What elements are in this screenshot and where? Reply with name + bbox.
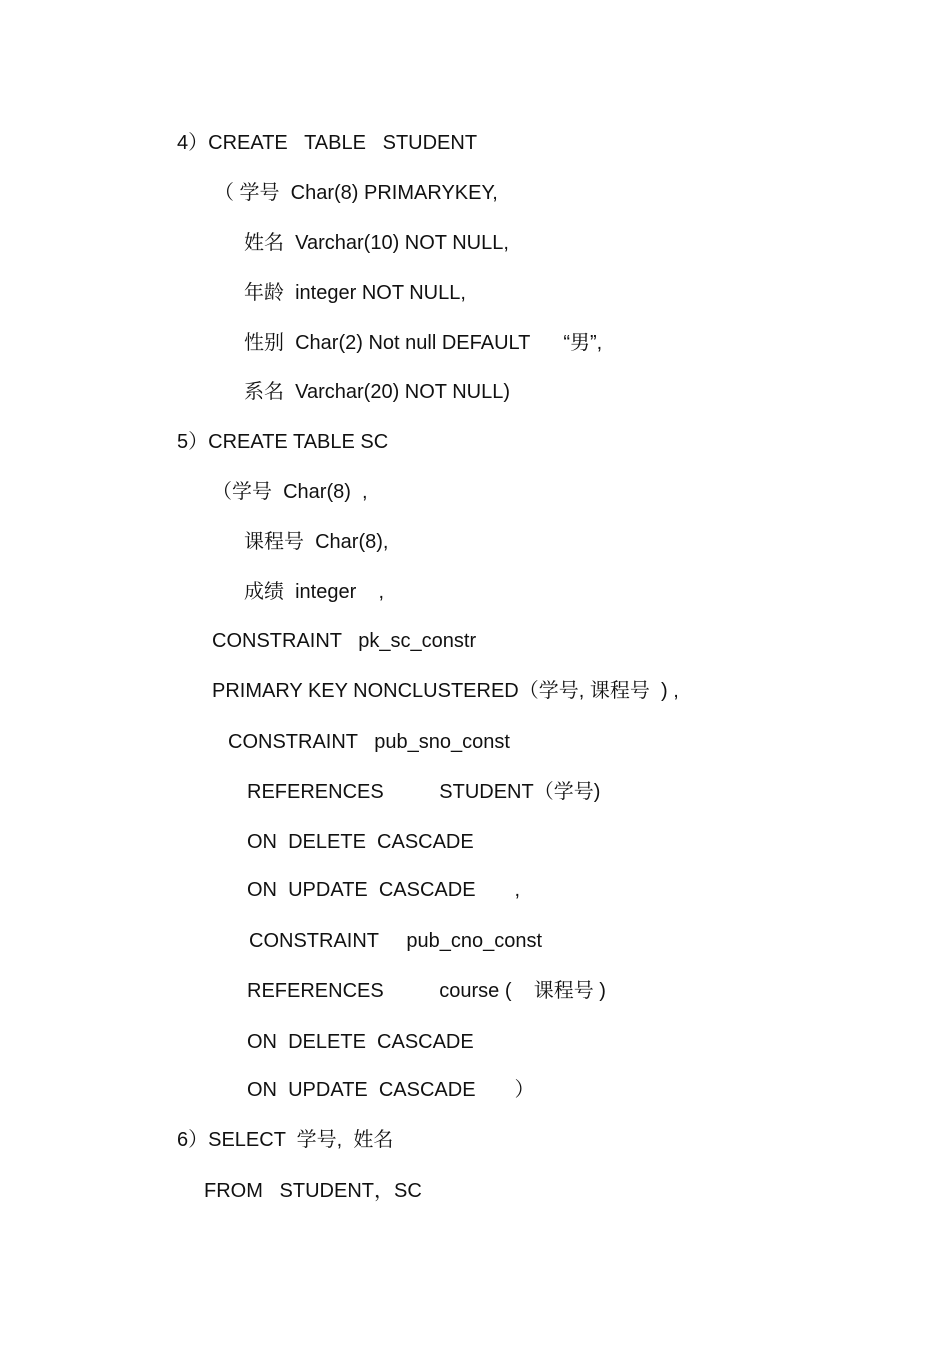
code-line-sname: 姓名 Varchar(10) NOT NULL, — [244, 232, 509, 254]
code-line-from: FROM STUDENT，SC — [204, 1180, 422, 1202]
code-line-age: 年龄 integer NOT NULL, — [244, 282, 466, 304]
code-line-constraint-pk: CONSTRAINT pk_sc_constr — [212, 630, 477, 652]
code-line-constraint-sno: CONSTRAINT pub_sno_const — [228, 731, 510, 753]
code-line-on-delete-1: ON DELETE CASCADE — [247, 831, 474, 853]
code-line-sno: （ 学号 Char(8) PRIMARYKEY, — [214, 182, 498, 204]
code-line-create-student: 4）CREATE TABLE STUDENT — [177, 132, 478, 154]
code-line-dept: 系名 Varchar(20) NOT NULL) — [244, 381, 510, 403]
code-line-create-sc: 5）CREATE TABLE SC — [177, 431, 389, 453]
code-line-on-update-2: ON UPDATE CASCADE ） — [247, 1079, 535, 1101]
code-line-sc-sno: （学号 Char(8) , — [212, 481, 368, 503]
code-line-references-student: REFERENCES STUDENT（学号) — [247, 781, 601, 803]
code-line-constraint-cno: CONSTRAINT pub_cno_const — [249, 930, 543, 952]
code-line-sc-cno: 课程号 Char(8), — [244, 531, 389, 553]
code-line-on-delete-2: ON DELETE CASCADE — [247, 1031, 474, 1053]
code-line-sc-grade: 成绩 integer , — [244, 581, 385, 603]
code-line-select: 6）SELECT 学号, 姓名 — [177, 1129, 394, 1151]
code-line-sex: 性别 Char(2) Not null DEFAULT “男”, — [244, 332, 603, 354]
code-line-primary-key: PRIMARY KEY NONCLUSTERED（学号, 课程号 ) , — [212, 680, 679, 702]
code-line-on-update-1: ON UPDATE CASCADE , — [247, 879, 521, 901]
code-line-references-course: REFERENCES course ( 课程号 ) — [247, 980, 606, 1002]
